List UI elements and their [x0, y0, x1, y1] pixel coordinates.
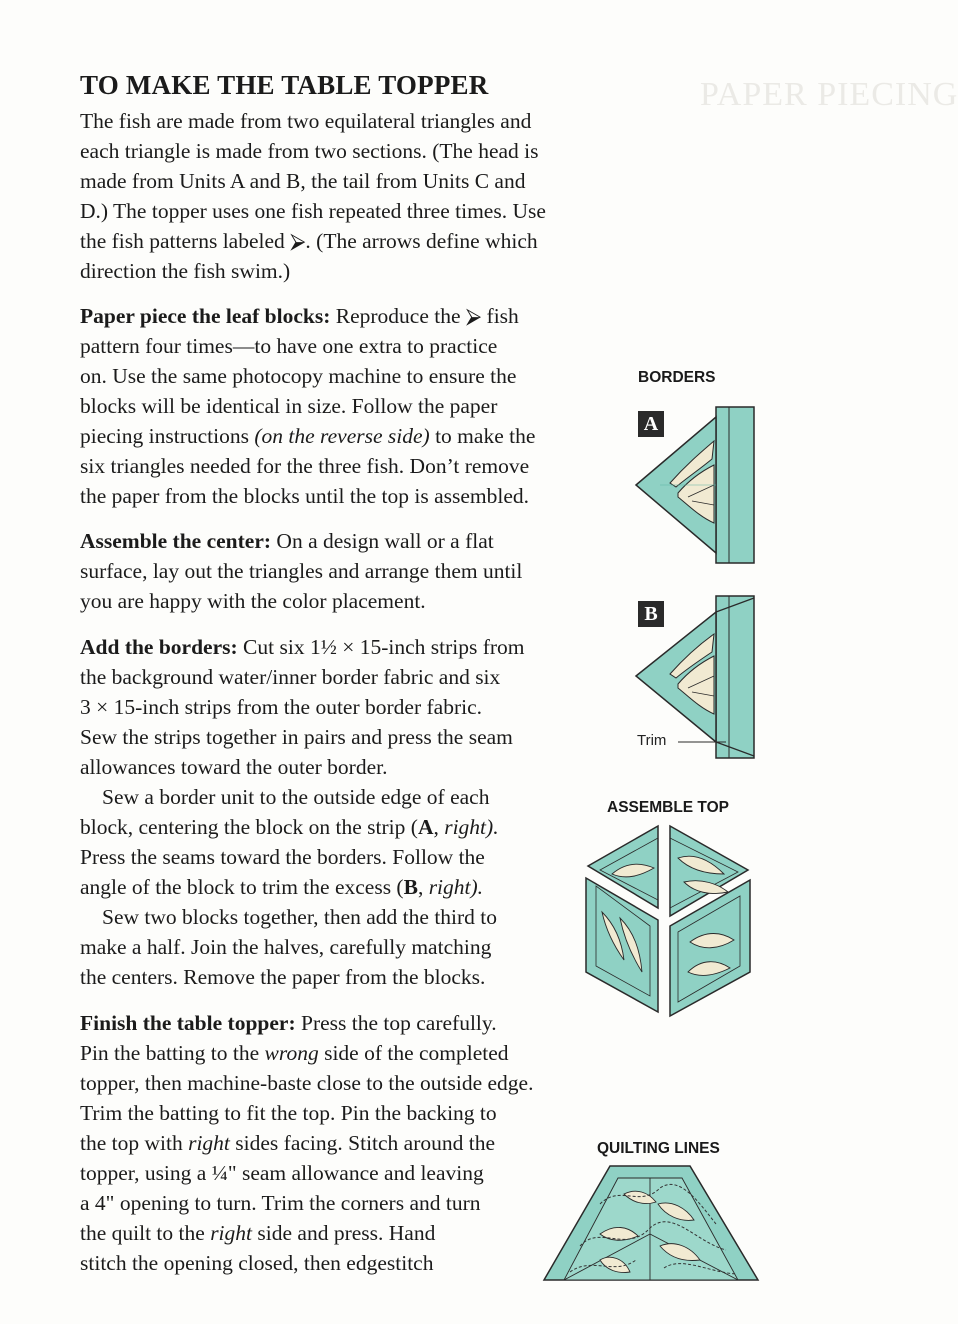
borders-label: BORDERS	[638, 369, 716, 386]
body-line: the centers. Remove the paper from the blocks.	[80, 965, 486, 989]
intro-line: each triangle is made from two sections. (The head is	[80, 139, 539, 163]
body-line: Sew a border unit to the outside edge of each	[102, 785, 490, 809]
italic-note: (on the reverse side)	[254, 424, 430, 448]
body-line: Trim the batting to fit the top. Pin the backing to	[80, 1101, 497, 1125]
badge-b: B	[638, 601, 664, 627]
body-line: six triangles needed for the three fish. Don’t remove	[80, 454, 530, 478]
finish-section: Finish the table topper: Press the top carefully. Pin the batting to the wrong side of the completed topper, then machine-baste close to the outside edge. Trim the batting to fit the top. Pin the backing to the top with right sides facing. Stitch around the topper, using a ¼" seam allowance and leaving a 4" opening to turn. Trim the corners and turn the quilt to the right side and press. Hand stitch the opening closed, then edgestitch	[80, 1008, 630, 1278]
assemble-center-section: Assemble the center: On a design wall or a flat surface, lay out the triangles and arrange them until you are happy with the color placement.	[80, 526, 630, 616]
body-line: stitch the opening closed, then edgestitch	[80, 1251, 434, 1275]
assemble-top-label: ASSEMBLE TOP	[607, 799, 730, 816]
intro-paragraph	[80, 106, 630, 286]
ref-a: A	[417, 815, 434, 839]
body-line: 3 × 15-inch strips from the outer border fabric.	[80, 695, 482, 719]
body-line: a 4" opening to turn. Trim the corners and turn	[80, 1191, 481, 1215]
page-title: TO MAKE THE TABLE TOPPER	[80, 70, 489, 100]
background-heading: PAPER PIECING	[700, 76, 958, 113]
intro-line: made from Units A and B, the tail from Units C and	[80, 169, 526, 193]
body-line: Sew the strips together in pairs and press the seam	[80, 725, 513, 749]
body-line: Press the seams toward the borders. Follow the	[80, 845, 485, 869]
body-line: allowances toward the outer border.	[80, 755, 388, 779]
body-line: on. Use the same photocopy machine to ensure the	[80, 364, 517, 388]
section-heading: Assemble the center:	[80, 529, 272, 553]
body-line: the paper from the blocks until the top is assembled.	[80, 484, 530, 508]
trim-label: Trim	[637, 732, 667, 749]
intro-line: D.) The topper uses one fish repeated three times. Use	[80, 199, 546, 223]
paper-piece-section: Paper piece the leaf blocks: Reproduce the ⮚ fish pattern four times—to have one extra to practice on. Use the same photocopy machine to ensure the blocks will be identical in size. Follow the paper piecing instructions (on the reverse side) to make the six triangles needed for the three fish. Don’t remove the paper from the blocks until the top is assembled.	[80, 301, 630, 511]
body-line: make a half. Join the halves, carefully matching	[80, 935, 492, 959]
section-heading: Paper piece the leaf blocks:	[80, 304, 331, 328]
section-heading: Add the borders:	[80, 635, 238, 659]
body-line: topper, using a ¼" seam allowance and leaving	[80, 1161, 484, 1185]
ref-b: B	[403, 875, 418, 899]
body-line: the background water/inner border fabric and six	[80, 665, 501, 689]
body-line: topper, then machine-baste close to the outside edge.	[80, 1071, 534, 1095]
badge-a: A	[638, 411, 664, 437]
quilting-lines-label: QUILTING LINES	[597, 1140, 720, 1157]
body-line: pattern four times—to have one extra to practice	[80, 334, 498, 358]
quilting-lines-diagram	[540, 1164, 762, 1282]
add-borders-section: Add the borders: Cut six 1½ × 15-inch strips from the background water/inner border fabric and six 3 × 15-inch strips from the outer border fabric. Sew the strips together in pairs and press the seam allowances toward the outer border. Sew a border unit to the outside edge of each block, centering the block on the strip (A, right). Press the seams toward the borders. Follow the angle of the block to trim the excess (B, right). Sew two blocks together, then add the third to make a half. Join the halves, carefully matching the centers. Remove the paper from the blocks.	[80, 632, 630, 992]
section-heading: Finish the table topper:	[80, 1011, 296, 1035]
intro-line: direction the fish swim.)	[80, 259, 291, 283]
body-line: surface, lay out the triangles and arrange them until	[80, 559, 523, 583]
body-line: Sew two blocks together, then add the third to	[102, 905, 498, 929]
body-line: you are happy with the color placement.	[80, 589, 426, 613]
border-diagram-a	[630, 405, 762, 567]
assemble-top-diagram	[578, 822, 768, 1026]
intro-line: the fish patterns labeled ⮚. (The arrows define which	[80, 229, 538, 253]
body-line: blocks will be identical in size. Follow the paper	[80, 394, 498, 418]
intro-line: The fish are made from two equilateral triangles and	[80, 109, 532, 133]
